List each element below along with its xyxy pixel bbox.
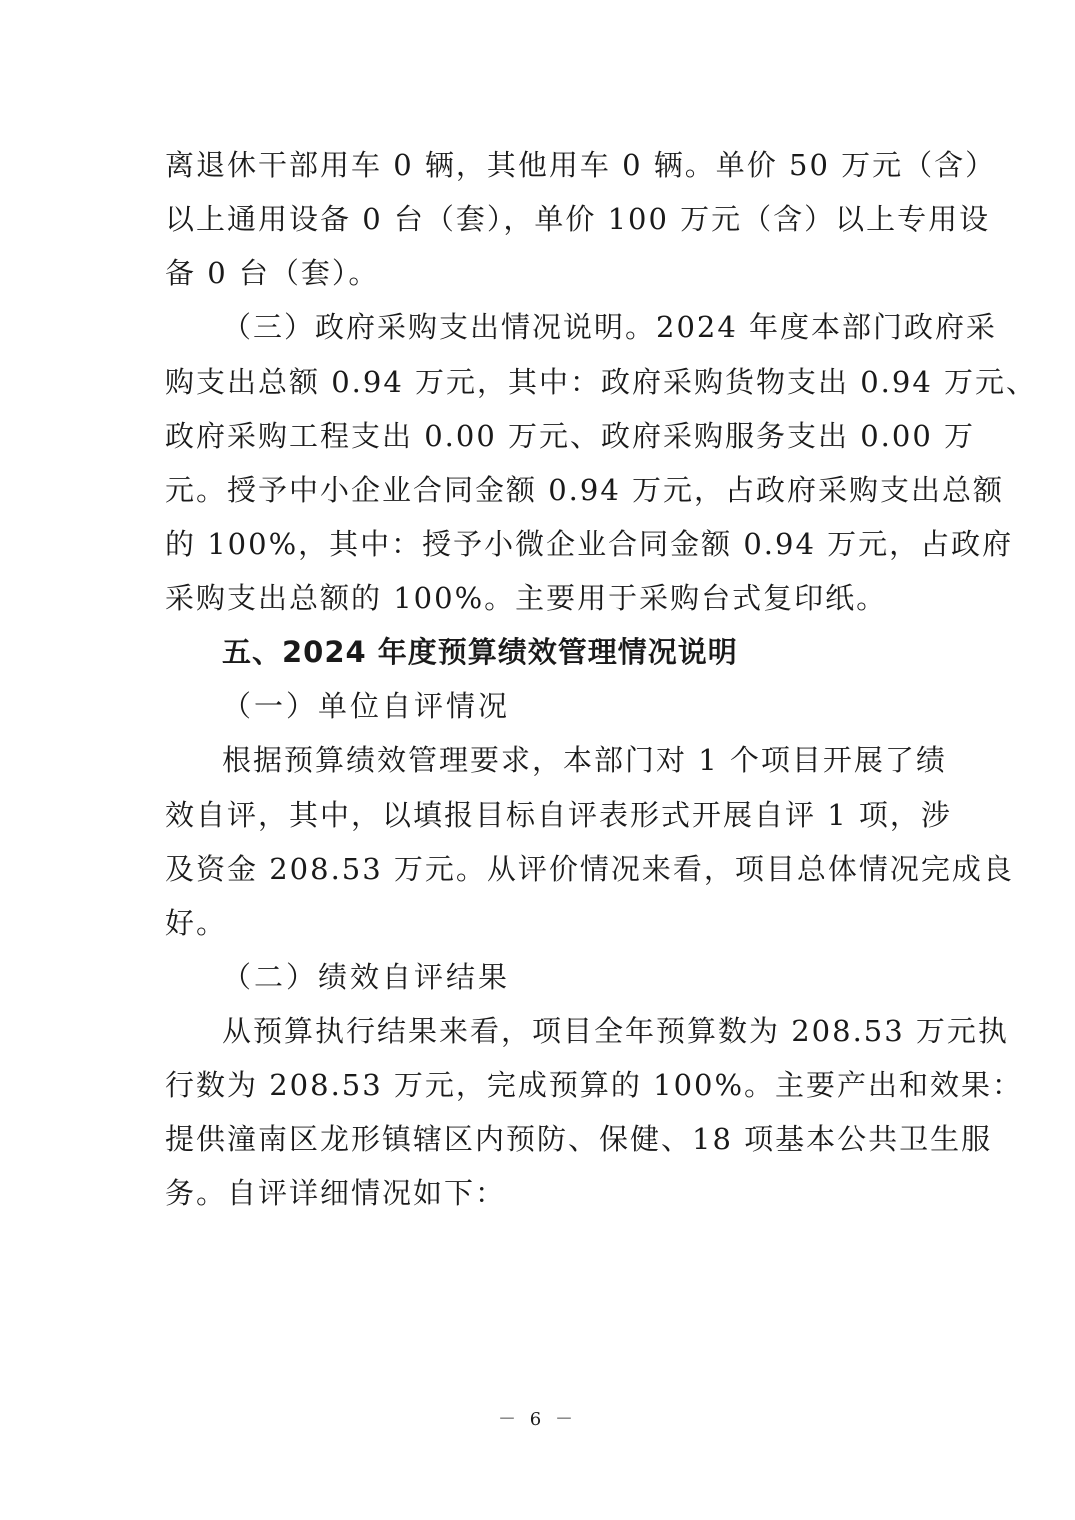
self-eval-paragraph-line: 根据预算绩效管理要求，本部门对 1 个项目开展了绩 <box>222 743 947 777</box>
self-eval-paragraph-line: 好。 <box>165 906 228 940</box>
subsection-heading: （一）单位自评情况 <box>222 689 511 723</box>
results-paragraph-line: 行数为 208.53 万元，完成预算的 100%。主要产出和效果： <box>165 1068 1024 1102</box>
results-paragraph-line: 提供潼南区龙形镇辖区内预防、保健、18 项基本公共卫生服 <box>165 1122 993 1156</box>
procurement-paragraph-line: 政府采购工程支出 0.00 万元、政府采购服务支出 0.00 万 <box>165 419 976 453</box>
section-heading: 五、2024 年度预算绩效管理情况说明 <box>222 635 738 669</box>
body-text-line: 以上通用设备 0 台（套），单价 100 万元（含）以上专用设 <box>165 202 991 236</box>
procurement-paragraph-line: 购支出总额 0.94 万元，其中：政府采购货物支出 0.94 万元、 <box>165 365 1038 399</box>
results-paragraph-line: 务。自评详细情况如下： <box>165 1176 507 1210</box>
procurement-paragraph-line: （三）政府采购支出情况说明。2024 年度本部门政府采 <box>222 310 998 344</box>
page-number: － 6 － <box>498 1409 577 1430</box>
body-text-line: 离退休干部用车 0 辆，其他用车 0 辆。单价 50 万元（含） <box>165 148 997 182</box>
subsection-heading: （二）绩效自评结果 <box>222 960 511 994</box>
procurement-paragraph-line: 的 100%，其中：授予小微企业合同金额 0.94 万元，占政府 <box>165 527 1014 561</box>
self-eval-paragraph-line: 及资金 208.53 万元。从评价情况来看，项目总体情况完成良 <box>165 852 1014 886</box>
procurement-paragraph-line: 采购支出总额的 100%。主要用于采购台式复印纸。 <box>165 581 888 615</box>
body-text-line: 备 0 台（套）。 <box>165 256 380 290</box>
self-eval-paragraph-line: 效自评，其中，以填报目标自评表形式开展自评 1 项，涉 <box>165 798 952 832</box>
results-paragraph-line: 从预算执行结果来看，项目全年预算数为 208.53 万元执 <box>222 1014 1009 1048</box>
procurement-paragraph-line: 元。授予中小企业合同金额 0.94 万元，占政府采购支出总额 <box>165 473 1005 507</box>
